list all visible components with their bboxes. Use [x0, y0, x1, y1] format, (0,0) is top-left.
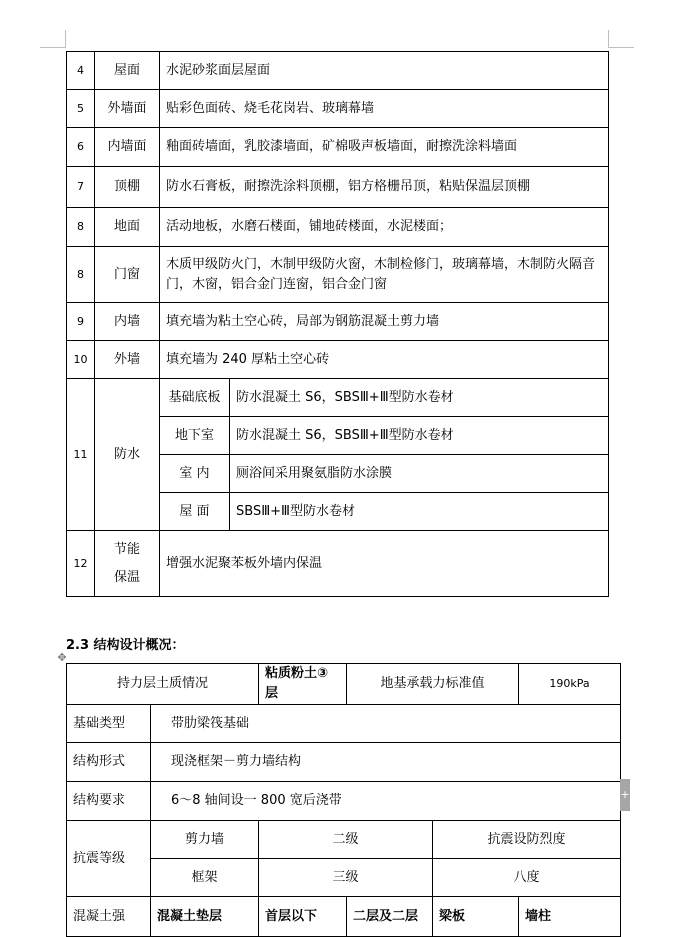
row-content: 填充墙为 240 厚粘土空心砖 [160, 341, 609, 379]
table-row [67, 821, 621, 859]
section-heading: 2.3 结构设计概况： [66, 638, 185, 653]
row-category: 地面 [95, 208, 160, 247]
waterproof-content: 防水混凝土 S6，SBSⅢ+Ⅲ型防水卷材 [230, 417, 609, 455]
seismic-intensity-label: 抗震设防烈度 [433, 821, 621, 859]
row-content: 水泥砂浆面层屋面 [160, 52, 609, 90]
concrete-header: 首层以下 [259, 897, 347, 937]
table-row [67, 743, 621, 782]
row-category: 内墙面 [95, 128, 160, 167]
requirement-value: 6～8 轴间设一 800 宽后浇带 [151, 782, 621, 821]
table-row [67, 167, 609, 208]
row-content: 增强水泥聚苯板外墙内保温 [160, 531, 609, 597]
structure-label: 结构形式 [67, 743, 151, 782]
building-finishes-table [66, 51, 609, 597]
bearing-layer-label: 持力层土质情况 [67, 664, 259, 705]
table-row [67, 52, 609, 90]
expand-handle-icon[interactable]: + [620, 779, 630, 811]
concrete-header: 二层及二层 [347, 897, 433, 937]
seismic-label: 抗震等级 [67, 821, 151, 897]
row-content: 活动地板，水磨石楼面，铺地砖楼面，水泥楼面； [160, 208, 609, 247]
row-number: 5 [67, 90, 95, 128]
margin-guide-left [65, 30, 66, 48]
requirement-label: 结构要求 [67, 782, 151, 821]
row-category: 内墙 [95, 303, 160, 341]
table-row [67, 208, 609, 247]
waterproof-part: 屋 面 [160, 493, 230, 531]
row-category: 防水 [95, 379, 160, 531]
row-category: 屋面 [95, 52, 160, 90]
waterproof-content: SBSⅢ+Ⅲ型防水卷材 [230, 493, 609, 531]
table-row [67, 247, 609, 303]
row-content: 贴彩色面砖、烧毛花岗岩、玻璃幕墙 [160, 90, 609, 128]
row-category [95, 531, 160, 597]
concrete-header: 梁板 [433, 897, 519, 937]
row-category: 外墙面 [95, 90, 160, 128]
row-number: 11 [67, 379, 95, 531]
seismic-frame: 框架 [151, 859, 259, 897]
seismic-frame-grade: 三级 [259, 859, 433, 897]
table-move-handle-icon[interactable]: ✥ [57, 651, 67, 664]
waterproof-part: 地下室 [160, 417, 230, 455]
bearing-layer-value: 粘质粉土③层 [259, 664, 347, 705]
concrete-header: 墙柱 [519, 897, 621, 937]
structure-value: 现浇框架－剪力墙结构 [151, 743, 621, 782]
concrete-header: 混凝土垫层 [151, 897, 259, 937]
table-row [67, 90, 609, 128]
row-number: 9 [67, 303, 95, 341]
row-number: 12 [67, 531, 95, 597]
category-line: 节能 [113, 541, 140, 557]
margin-guide-top-right [608, 47, 634, 48]
table-row [67, 664, 621, 705]
bearing-capacity-value: 190kPa [519, 664, 621, 705]
concrete-label: 混凝土强 [67, 897, 151, 937]
seismic-intensity-value: 八度 [433, 859, 621, 897]
row-category: 外墙 [95, 341, 160, 379]
table-row [67, 897, 621, 937]
foundation-label: 基础类型 [67, 705, 151, 743]
seismic-shearwall: 剪力墙 [151, 821, 259, 859]
table-row [67, 303, 609, 341]
table-row [67, 341, 609, 379]
bearing-capacity-label: 地基承载力标准值 [347, 664, 519, 705]
waterproof-part: 室 内 [160, 455, 230, 493]
table-row [67, 379, 609, 417]
seismic-shearwall-grade: 二级 [259, 821, 433, 859]
table-row [67, 128, 609, 167]
row-number: 4 [67, 52, 95, 90]
table-row [67, 859, 621, 897]
structure-design-table [66, 663, 621, 937]
row-category: 门窗 [95, 247, 160, 303]
row-content: 釉面砖墙面，乳胶漆墙面，矿棉吸声板墙面，耐擦洗涂料墙面 [160, 128, 609, 167]
table-row [67, 782, 621, 821]
row-number: 8 [67, 208, 95, 247]
row-content: 填充墙为粘土空心砖，局部为钢筋混凝土剪力墙 [160, 303, 609, 341]
waterproof-part: 基础底板 [160, 379, 230, 417]
waterproof-content: 厕浴间采用聚氨脂防水涂膜 [230, 455, 609, 493]
row-number: 6 [67, 128, 95, 167]
table-row [67, 531, 609, 597]
waterproof-content: 防水混凝土 S6，SBSⅢ+Ⅲ型防水卷材 [230, 379, 609, 417]
row-number: 10 [67, 341, 95, 379]
foundation-value: 带肋梁筏基础 [151, 705, 621, 743]
row-content: 木质甲级防火门，木制甲级防火窗，木制检修门，玻璃幕墙，木制防火隔音门，木窗，铝合金门连窗，铝合金门窗 [160, 247, 609, 303]
row-number: 8 [67, 247, 95, 303]
row-number: 7 [67, 167, 95, 208]
category-line: 保温 [113, 569, 140, 585]
table-row [67, 705, 621, 743]
margin-guide-top [40, 47, 66, 48]
row-category: 顶棚 [95, 167, 160, 208]
margin-guide-right [608, 30, 609, 48]
row-content: 防水石膏板，耐擦洗涂料顶棚，铝方格栅吊顶，粘贴保温层顶棚 [160, 167, 609, 208]
